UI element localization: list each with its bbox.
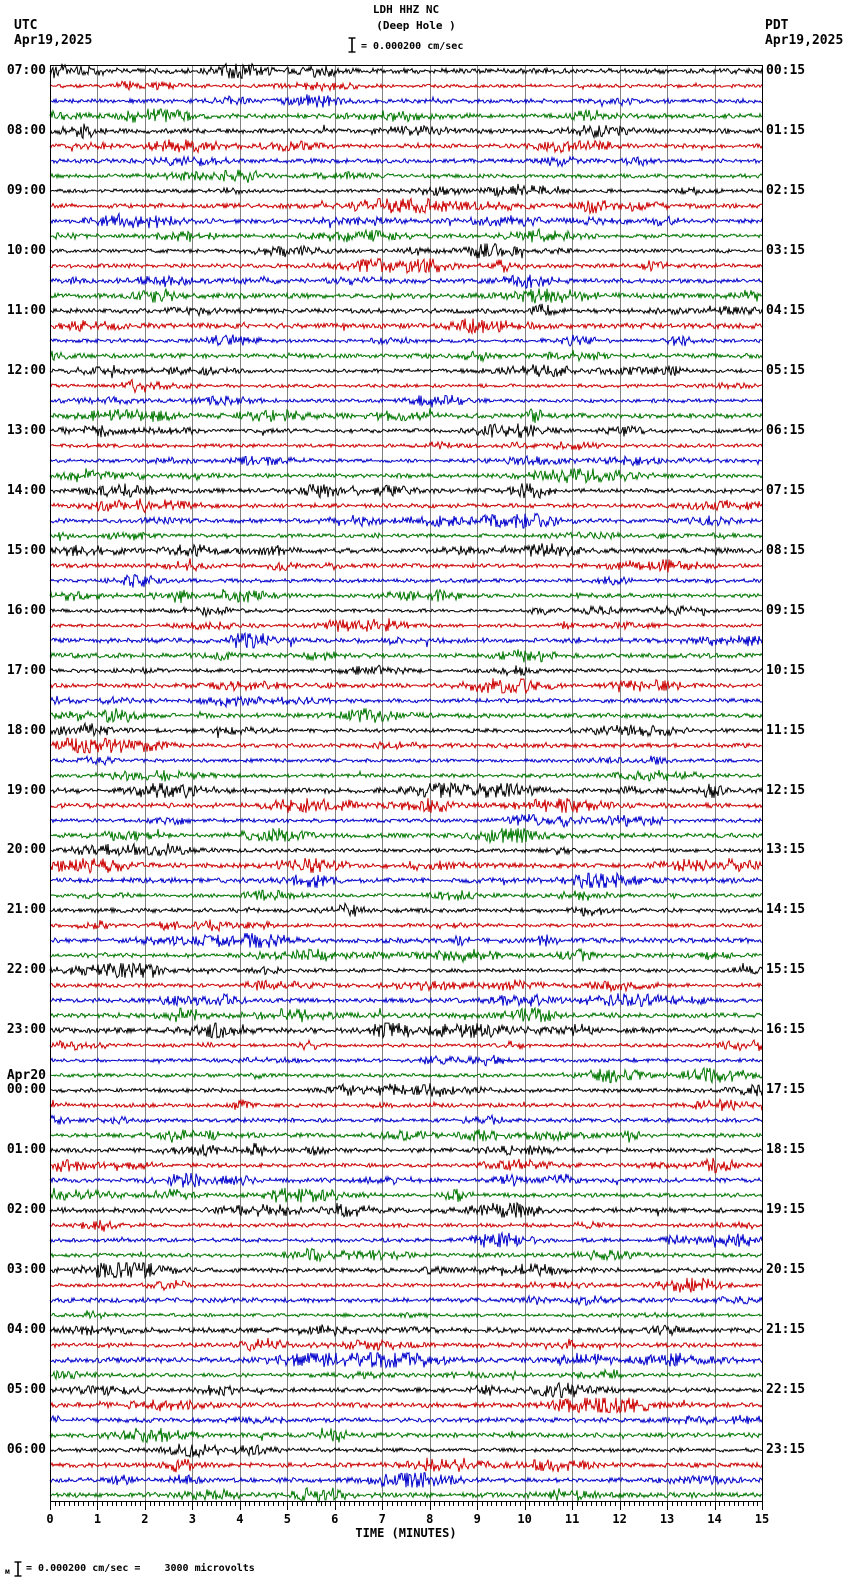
hour-label-pdt: 04:15 — [766, 302, 806, 318]
hour-label-utc: 16:00 — [6, 602, 46, 618]
seismic-trace-row — [50, 441, 762, 450]
hour-label-utc: 02:00 — [6, 1202, 46, 1218]
seismic-trace-row — [50, 1444, 762, 1457]
seismic-trace-row — [50, 229, 762, 242]
seismic-trace-row — [50, 184, 762, 196]
hour-label-utc: 00:00 — [6, 1082, 46, 1098]
seismic-trace-row — [50, 513, 762, 528]
seismic-trace-row — [50, 1249, 762, 1262]
seismic-trace-row — [50, 304, 762, 316]
hour-label-utc: 11:00 — [6, 302, 46, 318]
hour-label-utc: 09:00 — [6, 182, 46, 198]
seismic-trace-row — [50, 828, 762, 843]
seismic-trace-row — [50, 1220, 762, 1232]
plot-border — [51, 66, 763, 1502]
hour-label-utc: 22:00 — [6, 962, 46, 978]
seismic-trace-row — [50, 843, 762, 855]
hour-label-utc: 05:00 — [6, 1382, 46, 1398]
hour-label-pdt: 00:15 — [766, 63, 806, 78]
seismic-trace-row — [50, 770, 762, 781]
seismic-trace-row — [50, 1296, 762, 1306]
seismic-trace-row — [50, 949, 762, 962]
seismic-trace-row — [50, 170, 762, 183]
hour-label-utc: 12:00 — [6, 362, 46, 378]
seismic-trace-row — [50, 1233, 762, 1248]
x-tick-label: 0 — [46, 1512, 54, 1526]
seismic-trace-row — [50, 756, 762, 765]
hour-label-pdt: 12:15 — [766, 782, 806, 798]
seismic-trace-row — [50, 456, 762, 466]
seismic-trace-row — [50, 289, 762, 304]
hour-label-utc: 20:00 — [6, 842, 46, 858]
hour-label-pdt: 19:15 — [766, 1202, 806, 1218]
seismic-trace-row — [50, 94, 762, 107]
hour-label-pdt: 07:15 — [766, 482, 806, 498]
hour-label-pdt: 23:15 — [766, 1442, 806, 1458]
seismic-trace-row — [50, 1068, 762, 1083]
seismic-trace-row — [50, 1173, 762, 1188]
seismic-trace-row — [50, 963, 762, 978]
seismic-trace-row — [50, 558, 762, 572]
hour-label-pdt: 05:15 — [766, 362, 806, 378]
hour-label-utc: 15:00 — [6, 542, 46, 558]
seismic-trace-row — [50, 483, 762, 498]
x-tick-label: 6 — [331, 1512, 339, 1526]
seismic-trace-row — [50, 783, 762, 798]
seismic-trace-row — [50, 1158, 762, 1173]
hour-label-utc: 19:00 — [6, 782, 46, 798]
seismic-trace-row — [50, 1278, 762, 1293]
x-tick-label: 2 — [141, 1512, 149, 1526]
seismic-trace-row — [50, 1398, 762, 1413]
seismic-trace-row — [50, 858, 762, 873]
seismic-trace-row — [50, 665, 762, 675]
seismic-trace-row — [50, 980, 762, 991]
right-timezone-label: PDT — [765, 18, 789, 33]
hour-label-utc: 10:00 — [6, 242, 46, 258]
x-tick-label: 14 — [707, 1512, 722, 1526]
seismic-trace-row — [50, 1040, 762, 1051]
right-date-label: Apr19,2025 — [765, 33, 844, 48]
seismic-trace-row — [50, 1428, 762, 1443]
hour-label-pdt: 02:15 — [766, 182, 806, 198]
hour-label-pdt: 20:15 — [766, 1262, 806, 1278]
x-tick-label: 7 — [378, 1512, 386, 1526]
seismic-trace-row — [50, 798, 762, 813]
x-tick-label: 1 — [93, 1512, 102, 1526]
seismic-trace-row — [50, 1338, 762, 1351]
x-tick-label: 13 — [659, 1512, 675, 1526]
seismic-trace-row — [50, 259, 762, 273]
hour-label-utc: 03:00 — [6, 1262, 46, 1278]
page-title: LDH HHZ NC — [372, 3, 440, 16]
hour-label-utc: 18:00 — [6, 722, 46, 738]
hour-label-pdt: 11:15 — [766, 722, 806, 738]
seismic-trace-row — [50, 214, 762, 229]
x-axis-ticks — [51, 1501, 763, 1510]
seismic-trace-row — [50, 589, 762, 603]
seismic-trace-row — [50, 1099, 762, 1111]
seismic-trace-row — [50, 140, 762, 153]
seismic-trace-row — [50, 409, 762, 423]
hour-label-pdt: 08:15 — [766, 542, 806, 558]
seismic-trace-row — [50, 1129, 762, 1142]
seismic-trace-row — [50, 244, 762, 259]
seismic-trace-row — [50, 903, 762, 916]
seismic-trace-row — [50, 606, 762, 616]
seismic-trace-row — [50, 1325, 762, 1336]
seismic-trace-row — [50, 1008, 762, 1022]
seismic-trace-row — [50, 649, 762, 662]
hour-label-utc: 07:00 — [6, 63, 46, 78]
hour-label-utc: 06:00 — [6, 1442, 46, 1458]
seismic-trace-row — [50, 890, 762, 900]
left-timezone-label: UTC — [14, 18, 38, 33]
seismic-trace-row — [50, 1415, 762, 1424]
seismic-trace-row — [50, 109, 762, 123]
hour-label-pdt: 16:15 — [766, 1022, 806, 1038]
seismic-trace-row — [50, 1115, 762, 1124]
seismic-trace-row — [50, 696, 762, 707]
hour-label-pdt: 21:15 — [766, 1322, 806, 1338]
footer-scale-equivalence: = 0.000200 cm/sec = 3000 microvolts — [26, 1563, 255, 1574]
x-tick-label: 10 — [517, 1512, 532, 1526]
seismic-trace-row — [50, 738, 762, 753]
seismic-trace-row — [50, 723, 762, 738]
footer-ibeam-icon — [13, 1560, 23, 1578]
hour-label-utc: 13:00 — [6, 422, 46, 438]
page-subtitle: (Deep Hole ) — [376, 19, 456, 32]
seismic-trace-row — [50, 618, 762, 632]
seismic-trace-row — [50, 1353, 762, 1368]
left-date-label: Apr19,2025 — [14, 33, 93, 48]
hour-label-pdt: 14:15 — [766, 902, 806, 918]
hour-label-pdt: 13:15 — [766, 842, 806, 858]
seismic-trace-row — [50, 1023, 762, 1038]
x-tick-label: 4 — [236, 1512, 244, 1526]
seismic-trace-row — [50, 1203, 762, 1218]
seismic-trace-row — [50, 350, 762, 361]
seismic-trace-row — [50, 1310, 762, 1318]
hour-label-pdt: 06:15 — [766, 422, 806, 438]
seismic-trace-row — [50, 380, 762, 393]
seismic-trace-row — [50, 532, 762, 541]
x-tick-label: 3 — [188, 1512, 196, 1526]
hour-label-pdt: 01:15 — [766, 122, 806, 138]
hour-label-pdt: 15:15 — [766, 962, 806, 978]
seismic-trace-row — [50, 319, 762, 334]
minute-gridlines — [51, 65, 763, 1501]
seismic-trace-row — [50, 1383, 762, 1398]
x-axis-title: TIME (MINUTES) — [355, 1526, 457, 1540]
x-tick-label: 9 — [473, 1512, 481, 1526]
hour-label-pdt: 03:15 — [766, 242, 806, 258]
seismic-trace-row — [50, 708, 762, 723]
hour-label-utc: 04:00 — [6, 1322, 46, 1338]
seismic-trace-row — [50, 81, 762, 91]
seismic-trace-row — [50, 993, 762, 1006]
footer-unit-glyph: м — [5, 1567, 10, 1576]
hour-label-pdt: 09:15 — [766, 602, 806, 618]
seismic-trace-row — [50, 1188, 762, 1203]
seismic-trace-row — [50, 1083, 762, 1097]
seismic-trace-row — [50, 395, 762, 407]
seismic-trace-row — [50, 364, 762, 378]
x-tick-label: 8 — [426, 1512, 434, 1526]
seismic-trace-row — [50, 1458, 762, 1473]
x-tick-label: 11 — [564, 1512, 580, 1526]
hour-label-utc: 08:00 — [6, 122, 46, 138]
scale-label: = 0.000200 cm/sec — [361, 41, 464, 52]
seismic-trace-row — [50, 199, 762, 214]
seismic-trace-row — [50, 1055, 762, 1066]
hour-label-utc: 23:00 — [6, 1022, 46, 1038]
hour-label-pdt: 18:15 — [766, 1142, 806, 1158]
x-tick-label: 12 — [612, 1512, 627, 1526]
hour-label-utc: 01:00 — [6, 1142, 46, 1158]
x-tick-label: 15 — [754, 1512, 770, 1526]
seismic-trace-row — [50, 1143, 762, 1156]
hour-label-pdt: 17:15 — [766, 1082, 806, 1098]
seismic-trace-row — [50, 678, 762, 693]
seismic-trace-row — [50, 543, 762, 556]
seismic-trace-row — [50, 1369, 762, 1379]
hour-label-utc: 14:00 — [6, 482, 46, 498]
seismic-trace-row — [50, 575, 762, 588]
hour-label-pdt: 10:15 — [766, 662, 806, 678]
seismic-trace-row — [50, 499, 762, 513]
seismic-trace-row — [50, 1473, 762, 1488]
hour-label-utc: 17:00 — [6, 662, 46, 678]
hour-label-pdt: 22:15 — [766, 1382, 806, 1398]
seismic-trace-row — [50, 933, 762, 948]
date-rollover-label: Apr20 — [6, 1068, 46, 1083]
seismic-trace-row — [50, 633, 762, 648]
seismic-trace-row — [50, 424, 762, 439]
seismic-trace-row — [50, 920, 762, 932]
seismic-trace-row — [50, 468, 762, 483]
hour-label-utc: 21:00 — [6, 902, 46, 918]
seismic-trace-row — [50, 873, 762, 888]
seismic-trace-row — [50, 1263, 762, 1278]
seismic-trace-row — [50, 1488, 762, 1502]
seismic-trace-row — [50, 124, 762, 139]
seismic-trace-row — [50, 275, 762, 289]
seismic-trace-row — [50, 157, 762, 167]
seismic-trace-row — [50, 814, 762, 827]
seismic-trace-row — [50, 335, 762, 347]
x-tick-label: 5 — [283, 1512, 291, 1526]
